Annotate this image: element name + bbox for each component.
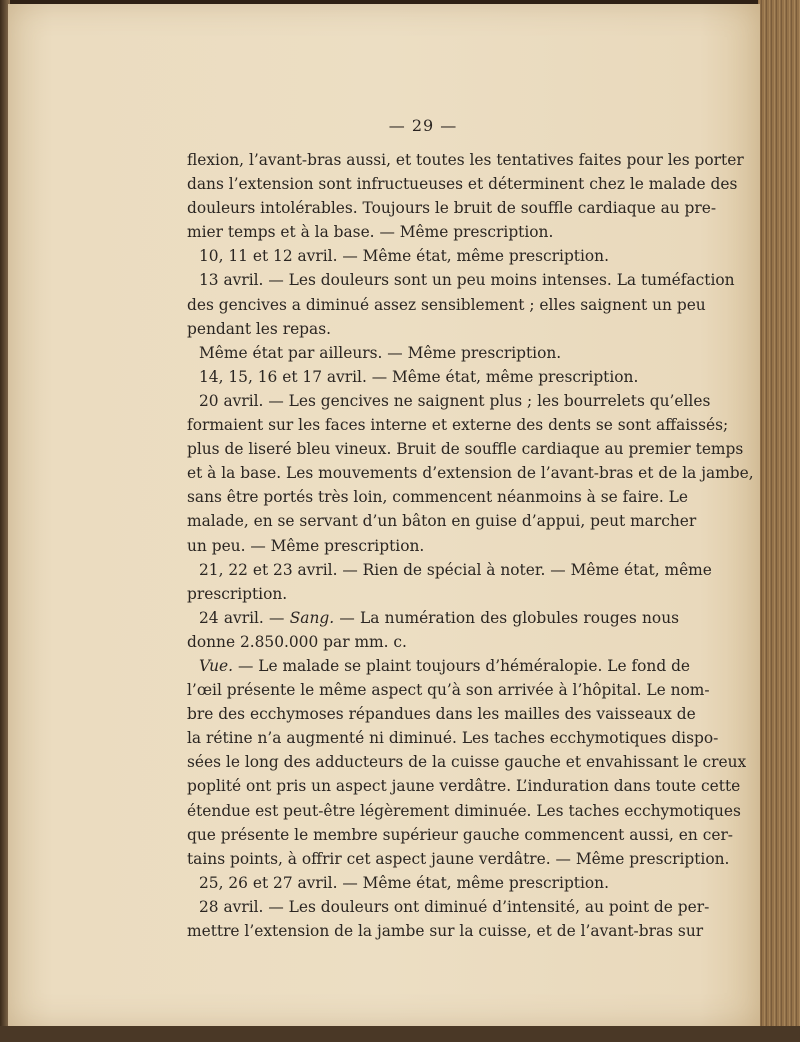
body-text: [187, 148, 754, 943]
text-line: plus de liseré bleu vineux. Bruit de souffle cardiaque au premier temps: [187, 440, 744, 459]
text-line: dans l’extension sont infructueuses et déterminent chez le malade des: [187, 175, 738, 194]
italic-term: Sang.: [289, 608, 335, 627]
text-line: pendant les repas.: [187, 319, 331, 338]
text-line: mier temps et à la base. — Même prescription.: [187, 223, 554, 242]
text-line: mettre l’extension de la jambe sur la cuisse, et de l’avant-bras sur: [187, 922, 704, 940]
text-line: poplité ont pris un aspect jaune verdâtre. L’induration dans toute cette: [187, 777, 741, 796]
text-line: 28 avril. — Les douleurs ont diminué d’intensité, au point de per-: [199, 897, 710, 916]
italic-term: Vue.: [199, 656, 234, 675]
text-line: formaient sur les faces interne et externe des dents se sont affaissés;: [187, 416, 729, 435]
text-line: que présente le membre supérieur gauche commencent aussi, en cer-: [187, 825, 734, 844]
text-line: un peu. — Même prescription.: [187, 536, 425, 555]
text-line: des gencives a diminué assez sensiblement ; elles saignent un peu: [187, 295, 706, 314]
text-line: prescription.: [187, 584, 288, 603]
text-line: étendue est peut-être légèrement diminuée. Les taches ecchymotiques: [187, 801, 741, 820]
text-line: l’œil présente le même aspect qu’à son arrivée à l’hôpital. Le nom-: [187, 681, 710, 700]
text-line: tains points, à offrir cet aspect jaune verdâtre. — Même prescription.: [187, 849, 730, 868]
text-line: 21, 22 et 23 avril. — Rien de spécial à noter. — Même état, même: [199, 560, 712, 579]
text-line: malade, en se servant d’un bâton en guise d’appui, peut marcher: [187, 512, 697, 531]
text-line: Vue. — Le malade se plaint toujours d’héméralopie. Le fond de: [199, 656, 691, 675]
text-line: douleurs intolérables. Toujours le bruit de souffle cardiaque au pre-: [187, 199, 717, 218]
text-line: sans être portés très loin, commencent néanmoins à se faire. Le: [187, 488, 688, 507]
text-line: la rétine n’a augmenté ni diminué. Les taches ecchymotiques dispo-: [187, 729, 719, 748]
text-line: bre des ecchymoses répandues dans les mailles des vaisseaux de: [187, 705, 696, 724]
text-line: flexion, l’avant-bras aussi, et toutes les tentatives faites pour les porter: [187, 151, 744, 169]
text-line: 20 avril. — Les gencives ne saignent plus ; les bourrelets qu’elles: [199, 391, 711, 410]
book-page-edges: [758, 0, 800, 1030]
text-line: 14, 15, 16 et 17 avril. — Même état, même prescription.: [199, 367, 639, 386]
book-bottom-edge: [0, 1026, 800, 1042]
text-line: donne 2.850.000 par mm. c.: [187, 632, 407, 651]
text-line: sées le long des adducteurs de la cuisse gauche et envahissant le creux: [187, 753, 747, 772]
page-number: — 29 —: [388, 116, 458, 135]
text-line: Même état par ailleurs. — Même prescription.: [199, 343, 562, 362]
text-line: 25, 26 et 27 avril. — Même état, même prescription.: [199, 873, 609, 892]
text-line: et à la base. Les mouvements d’extension de l’avant-bras et de la jambe,: [187, 464, 754, 483]
text-line: 13 avril. — Les douleurs sont un peu moins intenses. La tuméfaction: [199, 271, 735, 290]
text-line: 24 avril. — Sang. — La numération des globules rouges nous: [199, 608, 679, 627]
text-line: 10, 11 et 12 avril. — Même état, même prescription.: [199, 247, 609, 266]
